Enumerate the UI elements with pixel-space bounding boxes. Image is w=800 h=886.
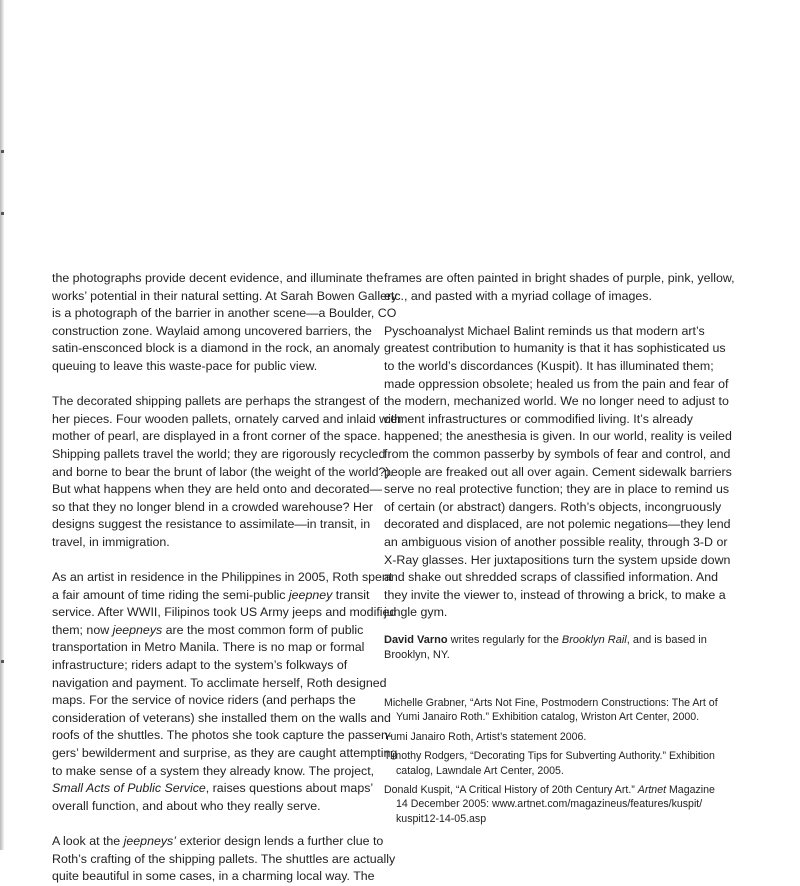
text-run: Donald Kuspit, “A Critical History of 20th Century Art.” (384, 784, 638, 797)
text-line: the modern, mechanized world. We no longer need to adjust to (384, 394, 729, 409)
edge-mark (1, 660, 4, 663)
reference-item (384, 696, 718, 725)
text-line: from the common passerby by symbols of fear and control, and (384, 446, 731, 461)
text-line: Yumi Janairo Roth, Artist’s statement 2006. (384, 730, 587, 743)
text-run: writes regularly for the (447, 633, 562, 646)
author-byline (384, 633, 707, 663)
text-line: is a photograph of the barrier in another scene—a Boulder, CO (52, 306, 397, 321)
text-line: satin-ensconced block is a diamond in the rock, an anomaly (52, 341, 380, 356)
edge-mark (1, 150, 4, 153)
text-line (52, 587, 372, 605)
text-line: Pyschoanalyst Michael Balint reminds us that modern art’s (384, 323, 705, 338)
text-line: decorated and displaced, are not polemic negations—they lend (384, 517, 731, 532)
paragraph (52, 270, 398, 376)
paragraph (52, 833, 396, 886)
text-line (384, 783, 714, 797)
reference-item (384, 749, 714, 778)
text-line: Brooklyn, NY. (384, 648, 450, 661)
text-line: they invite the viewer to, instead of throwing a brick, to make a (384, 587, 726, 602)
text-line: transportation in Metro Manila. There is no map or formal (52, 640, 365, 655)
publication-title: Artnet (637, 784, 667, 797)
paragraph (384, 270, 735, 305)
text-line: works’ potential in their natural setting. At Sarah Bowen Gallery (52, 288, 398, 303)
text-run: , raises questions about maps’ (205, 781, 374, 796)
text-line: catalog, Lawndale Art Center, 2005. (396, 764, 564, 777)
text-run: a fair amount of time riding the semi-public (52, 587, 289, 602)
text-line: Michelle Grabner, “Arts Not Fine, Postmodern Constructions: The Art of (384, 697, 718, 709)
text-line: made oppression obsolete; healed us from the pain and fear of (384, 376, 729, 391)
text-line: quite beautiful in some cases, in a charming local way. The (52, 869, 375, 884)
paragraph (384, 323, 732, 622)
text-line: mother of pearl, are displayed in a front corner of the space. (52, 429, 381, 444)
text-run: are the most common form of public (162, 622, 364, 637)
text-line: Timothy Rodgers, “Decorating Tips for Subverting Authority.” Exhibition (384, 750, 715, 763)
italic-term: jeepney (288, 587, 333, 602)
reference-item (384, 730, 714, 744)
scan-edge (0, 0, 4, 850)
italic-term: jeepneys (112, 622, 163, 637)
text-line: infrastructure; riders adapt to the system’s folkways of (52, 658, 348, 673)
references (384, 696, 718, 831)
text-line: 14 December 2005: www.artnet.com/magazineus/features/kuspit/ (396, 798, 703, 811)
text-line: jungle gym. (384, 605, 448, 620)
right-column (384, 270, 735, 663)
italic-title: Small Acts of Public Service (52, 781, 206, 796)
text-run: A look at the (52, 834, 124, 848)
text-line: greatest contribution to humanity is that it has sophisticated us (384, 341, 726, 356)
text-line (384, 633, 707, 648)
text-line: overall function, and about who they really serve. (52, 798, 321, 813)
text-line: consideration of veterans) she installed them on the walls and (52, 710, 391, 725)
text-line: happened; the anesthesia is given. In our world, reality is veiled (384, 429, 732, 444)
text-line (52, 780, 372, 798)
text-line: to make sense of a system they already know. The project, (52, 763, 375, 778)
text-line: people are freaked out all over again. Cement sidewalk barriers (384, 464, 732, 479)
text-line: designs suggest the resistance to assimilate—in transit, in (52, 517, 371, 532)
paragraph (52, 393, 402, 551)
text-line (52, 833, 384, 851)
text-line: an ambiguous vision of another possible reality, through 3-D or (384, 534, 728, 549)
text-run: , and is based in (626, 633, 707, 646)
text-run: exterior design lends a further clue to (176, 834, 384, 848)
text-line: of certain (or abstract) dangers. Roth’s objects, incongruously (384, 499, 722, 514)
text-line: navigation and payment. To acclimate herself, Roth designed (52, 675, 387, 690)
text-line: maps. For the service of novice riders (and perhaps the (52, 693, 356, 708)
text-line: gers’ bewilderment and surprise, as they are caught attempting (52, 746, 398, 761)
text-run: them; now (52, 622, 113, 637)
reference-item (384, 783, 714, 826)
edge-mark (1, 212, 4, 215)
text-line (52, 622, 372, 640)
text-line: Yumi Janairo Roth.” Exhibition catalog, Wriston Art Center, 2000. (396, 711, 700, 724)
text-line: so that they no longer blend in a crowded warehouse? Her (52, 499, 373, 514)
text-line: Shipping pallets travel the world; they are rigorously recycled (52, 446, 386, 461)
text-run: transit (332, 587, 370, 602)
italic-term: jeepneys’ (123, 834, 176, 848)
text-line: to the world’s discordances (Kuspit). It has illuminated them; (384, 358, 714, 373)
text-line: and borne to bear the brunt of labor (the weight of the world?). (52, 464, 393, 479)
text-line: etc., and pasted with a myriad collage of images. (384, 288, 652, 303)
text-line: Roth’s crafting of the shipping pallets. The shuttles are actually (52, 851, 396, 866)
text-line: cement infrastructures or commodified living. It’s already (384, 411, 693, 426)
text-line: queuing to leave this waste-pace for public view. (52, 358, 318, 373)
text-line: the photographs provide decent evidence, and illuminate the (52, 271, 384, 285)
text-line: X-Ray glasses. Her juxtapositions turn the system upside down (384, 552, 731, 567)
text-line: travel, in immigration. (52, 534, 170, 549)
text-line: construction zone. Waylaid among uncovered barriers, the (52, 323, 372, 338)
author-name: David Varno (384, 633, 448, 646)
text-line: serve no real protective function; they are in place to remind us (384, 482, 730, 497)
text-line: As an artist in residence in the Philippines in 2005, Roth spent (52, 570, 393, 585)
text-line: The decorated shipping pallets are perhaps the strangest of (52, 394, 380, 409)
text-line: service. After WWII, Filipinos took US Army jeeps and modified (52, 605, 397, 620)
text-line: and shake out shredded scraps of classified information. And (384, 570, 719, 585)
text-line: roofs of the shuttles. The photos she took capture the passen- (52, 728, 393, 743)
text-run: Magazine (666, 784, 715, 797)
paragraph (52, 569, 398, 815)
text-line: But what happens when they are held onto and decorated— (52, 482, 382, 497)
text-line: kuspit12-14-05.asp (396, 812, 487, 825)
text-line: frames are often painted in bright shades of purple, pink, yellow, (384, 271, 735, 285)
text-line: her pieces. Four wooden pallets, ornately carved and inlaid with (52, 411, 402, 426)
publication-title: Brooklyn Rail (561, 633, 627, 646)
left-column (52, 270, 402, 886)
